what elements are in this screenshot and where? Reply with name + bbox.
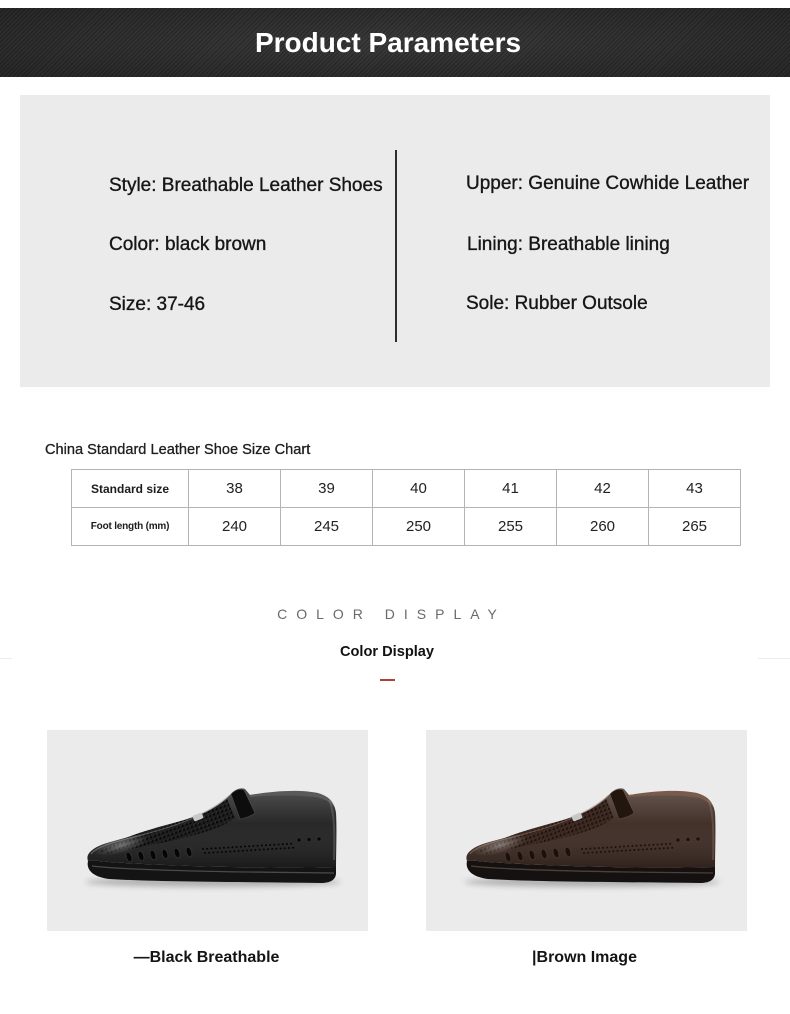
param-upper: Upper: Genuine Cowhide Leather (466, 173, 750, 194)
color-display-title: Color Display (339, 644, 435, 660)
parameters-banner (0, 8, 790, 77)
foot-length-cell: 255 (465, 508, 557, 546)
parameters-divider (395, 150, 397, 342)
size-cell: 42 (557, 470, 649, 508)
brown-shoe-panel (426, 730, 747, 931)
foot-length-cell: 250 (373, 508, 465, 546)
param-style: Style: Breathable Leather Shoes (109, 175, 383, 196)
foot-length-cell: 245 (281, 508, 373, 546)
size-chart-table (71, 469, 741, 546)
banner-title: Product Parameters (254, 27, 522, 58)
foot-length-cell: 260 (557, 508, 649, 546)
size-chart-title: China Standard Leather Shoe Size Chart (45, 442, 311, 458)
param-size: Size: 37-46 (109, 294, 206, 315)
black-shoe-panel (47, 730, 368, 931)
size-cell: 40 (373, 470, 465, 508)
parameters-panel (20, 95, 770, 387)
param-sole: Sole: Rubber Outsole (466, 293, 648, 314)
param-lining: Lining: Breathable lining (467, 234, 670, 255)
title-accent-line (380, 679, 395, 681)
black-shoe-caption: —Black Breathable (133, 949, 280, 966)
size-cell: 41 (465, 470, 557, 508)
size-cell: 39 (281, 470, 373, 508)
row-label-standard-size: Standard size (72, 470, 189, 508)
black-loafer-image (47, 730, 368, 931)
brown-loafer-image (426, 730, 747, 931)
foot-length-cell: 240 (189, 508, 281, 546)
param-color: Color: black brown (109, 234, 267, 255)
foot-length-cell: 265 (649, 508, 741, 546)
row-label-foot-length: Foot length (mm) (72, 508, 189, 546)
color-display-eyebrow: COLOR DISPLAY (277, 606, 506, 622)
size-cell: 43 (649, 470, 741, 508)
size-cell: 38 (189, 470, 281, 508)
brown-shoe-caption: |Brown Image (532, 949, 637, 966)
